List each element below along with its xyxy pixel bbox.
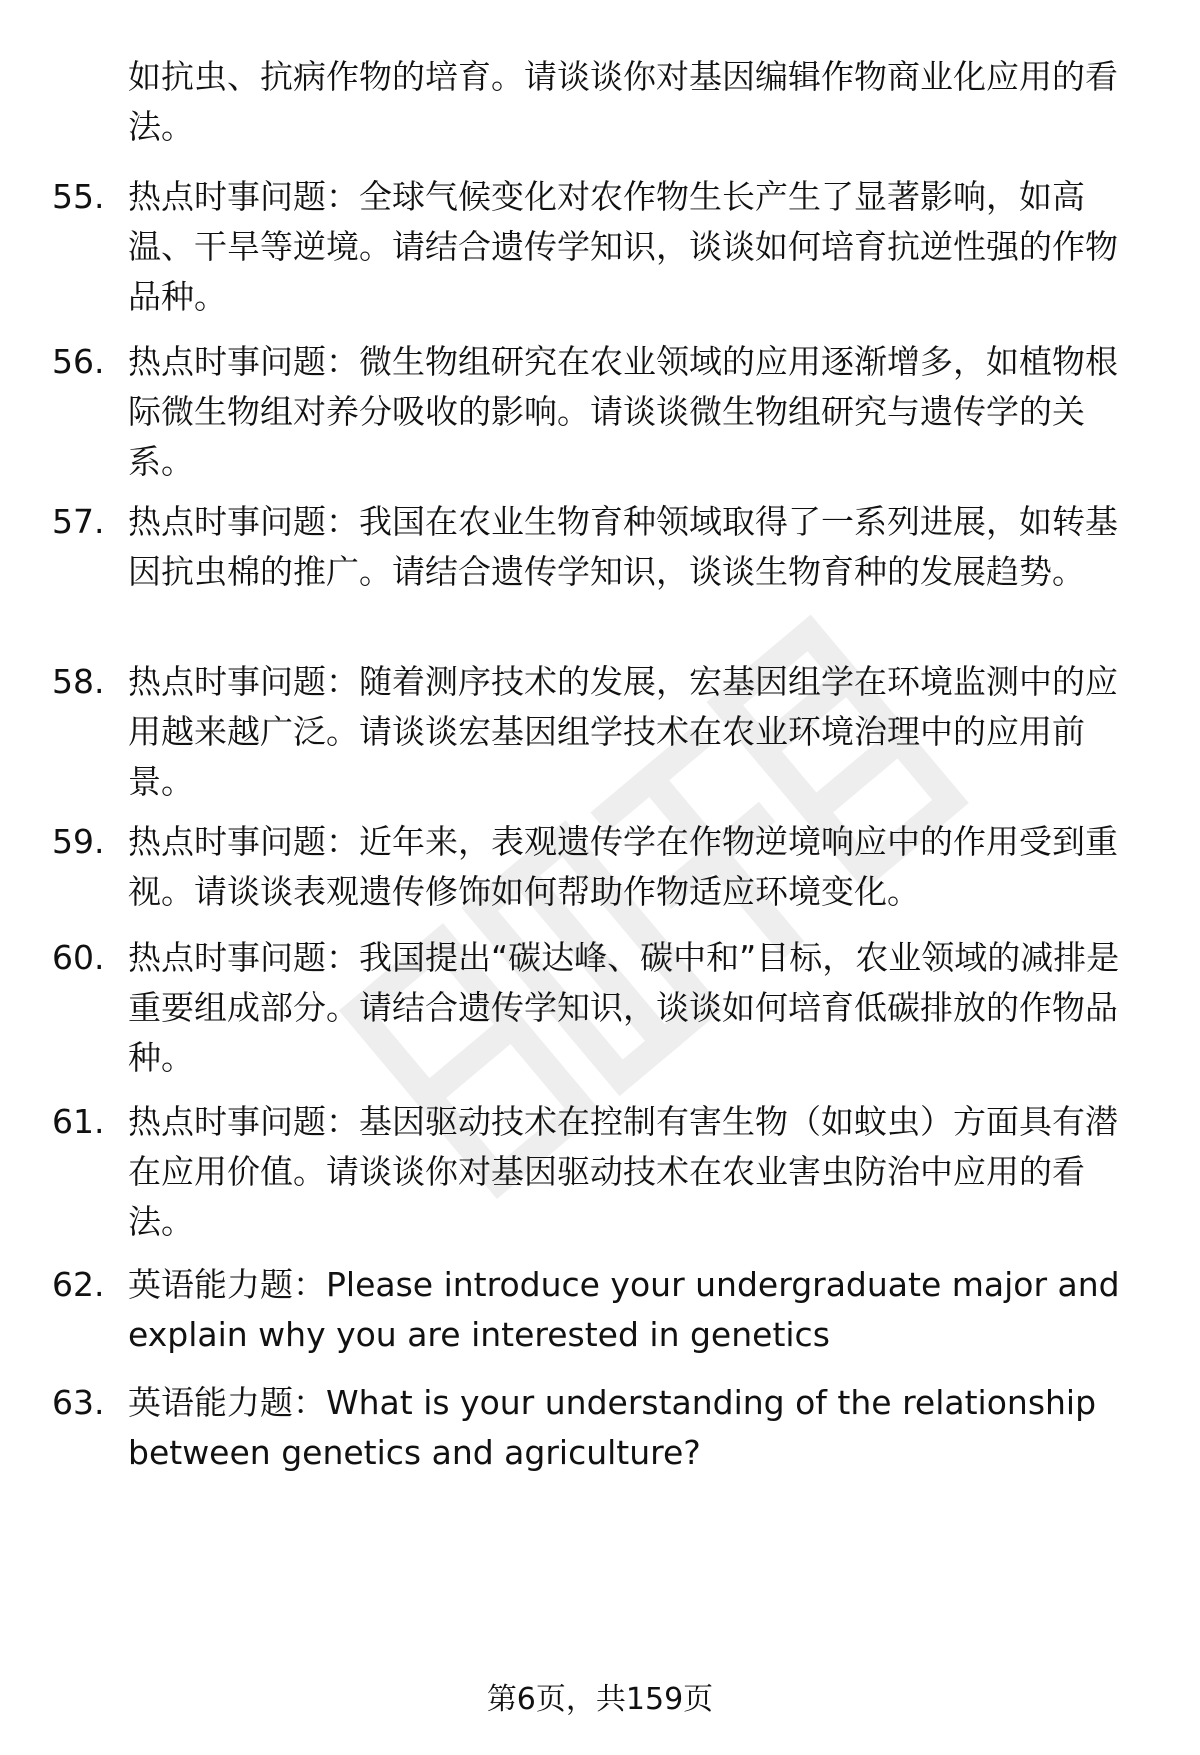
question-number: 61. bbox=[52, 1102, 105, 1141]
question-text: 热点时事问题：随着测序技术的发展，宏基因组学在环境监测中的应用越来越广泛。请谈谈宏基因组学技术在农业环境治理中的应用前景。 bbox=[128, 662, 1118, 801]
continuation-text: 如抗虫、抗病作物的培育。请谈谈你对基因编辑作物商业化应用的看法。 bbox=[128, 57, 1118, 146]
question-text: 热点时事问题：基因驱动技术在控制有害生物（如蚊虫）方面具有潜在应用价值。请谈谈你对基因驱动技术在农业害虫防治中应用的看法。 bbox=[128, 1102, 1118, 1241]
question-text: 英语能力题：What is your understanding of the relationship between genetics and agriculture? bbox=[128, 1383, 1097, 1472]
page-footer: 第6页，共159页 bbox=[486, 1682, 714, 1717]
question-text: 热点时事问题：我国提出“碳达峰、碳中和”目标，农业领域的减排是重要组成部分。请结合遗传学知识，谈谈如何培育低碳排放的作物品种。 bbox=[128, 938, 1120, 1077]
question-number: 62. bbox=[52, 1265, 105, 1304]
question-number: 63. bbox=[52, 1383, 105, 1422]
question-number: 55. bbox=[52, 177, 105, 216]
question-text: 热点时事问题：微生物组研究在农业领域的应用逐渐增多，如植物根际微生物组对养分吸收的影响。请谈谈微生物组研究与遗传学的关系。 bbox=[128, 342, 1118, 481]
question-text: 热点时事问题：全球气候变化对农作物生长产生了显著影响，如高温、干旱等逆境。请结合遗传学知识，谈谈如何培育抗逆性强的作物品种。 bbox=[128, 177, 1118, 316]
question-text: 热点时事问题：近年来，表观遗传学在作物逆境响应中的作用受到重视。请谈谈表观遗传修饰如何帮助作物适应环境变化。 bbox=[128, 822, 1118, 911]
question-number: 57. bbox=[52, 502, 105, 541]
question-number: 59. bbox=[52, 822, 105, 861]
question-number: 56. bbox=[52, 342, 105, 381]
question-text: 热点时事问题：我国在农业生物育种领域取得了一系列进展，如转基因抗虫棉的推广。请结合遗传学知识，谈谈生物育种的发展趋势。 bbox=[128, 502, 1118, 591]
question-number: 58. bbox=[52, 662, 105, 701]
question-number: 60. bbox=[52, 938, 105, 977]
question-text: 英语能力题：Please introduce your undergraduate major and explain why you are interested in genetics bbox=[128, 1265, 1120, 1354]
